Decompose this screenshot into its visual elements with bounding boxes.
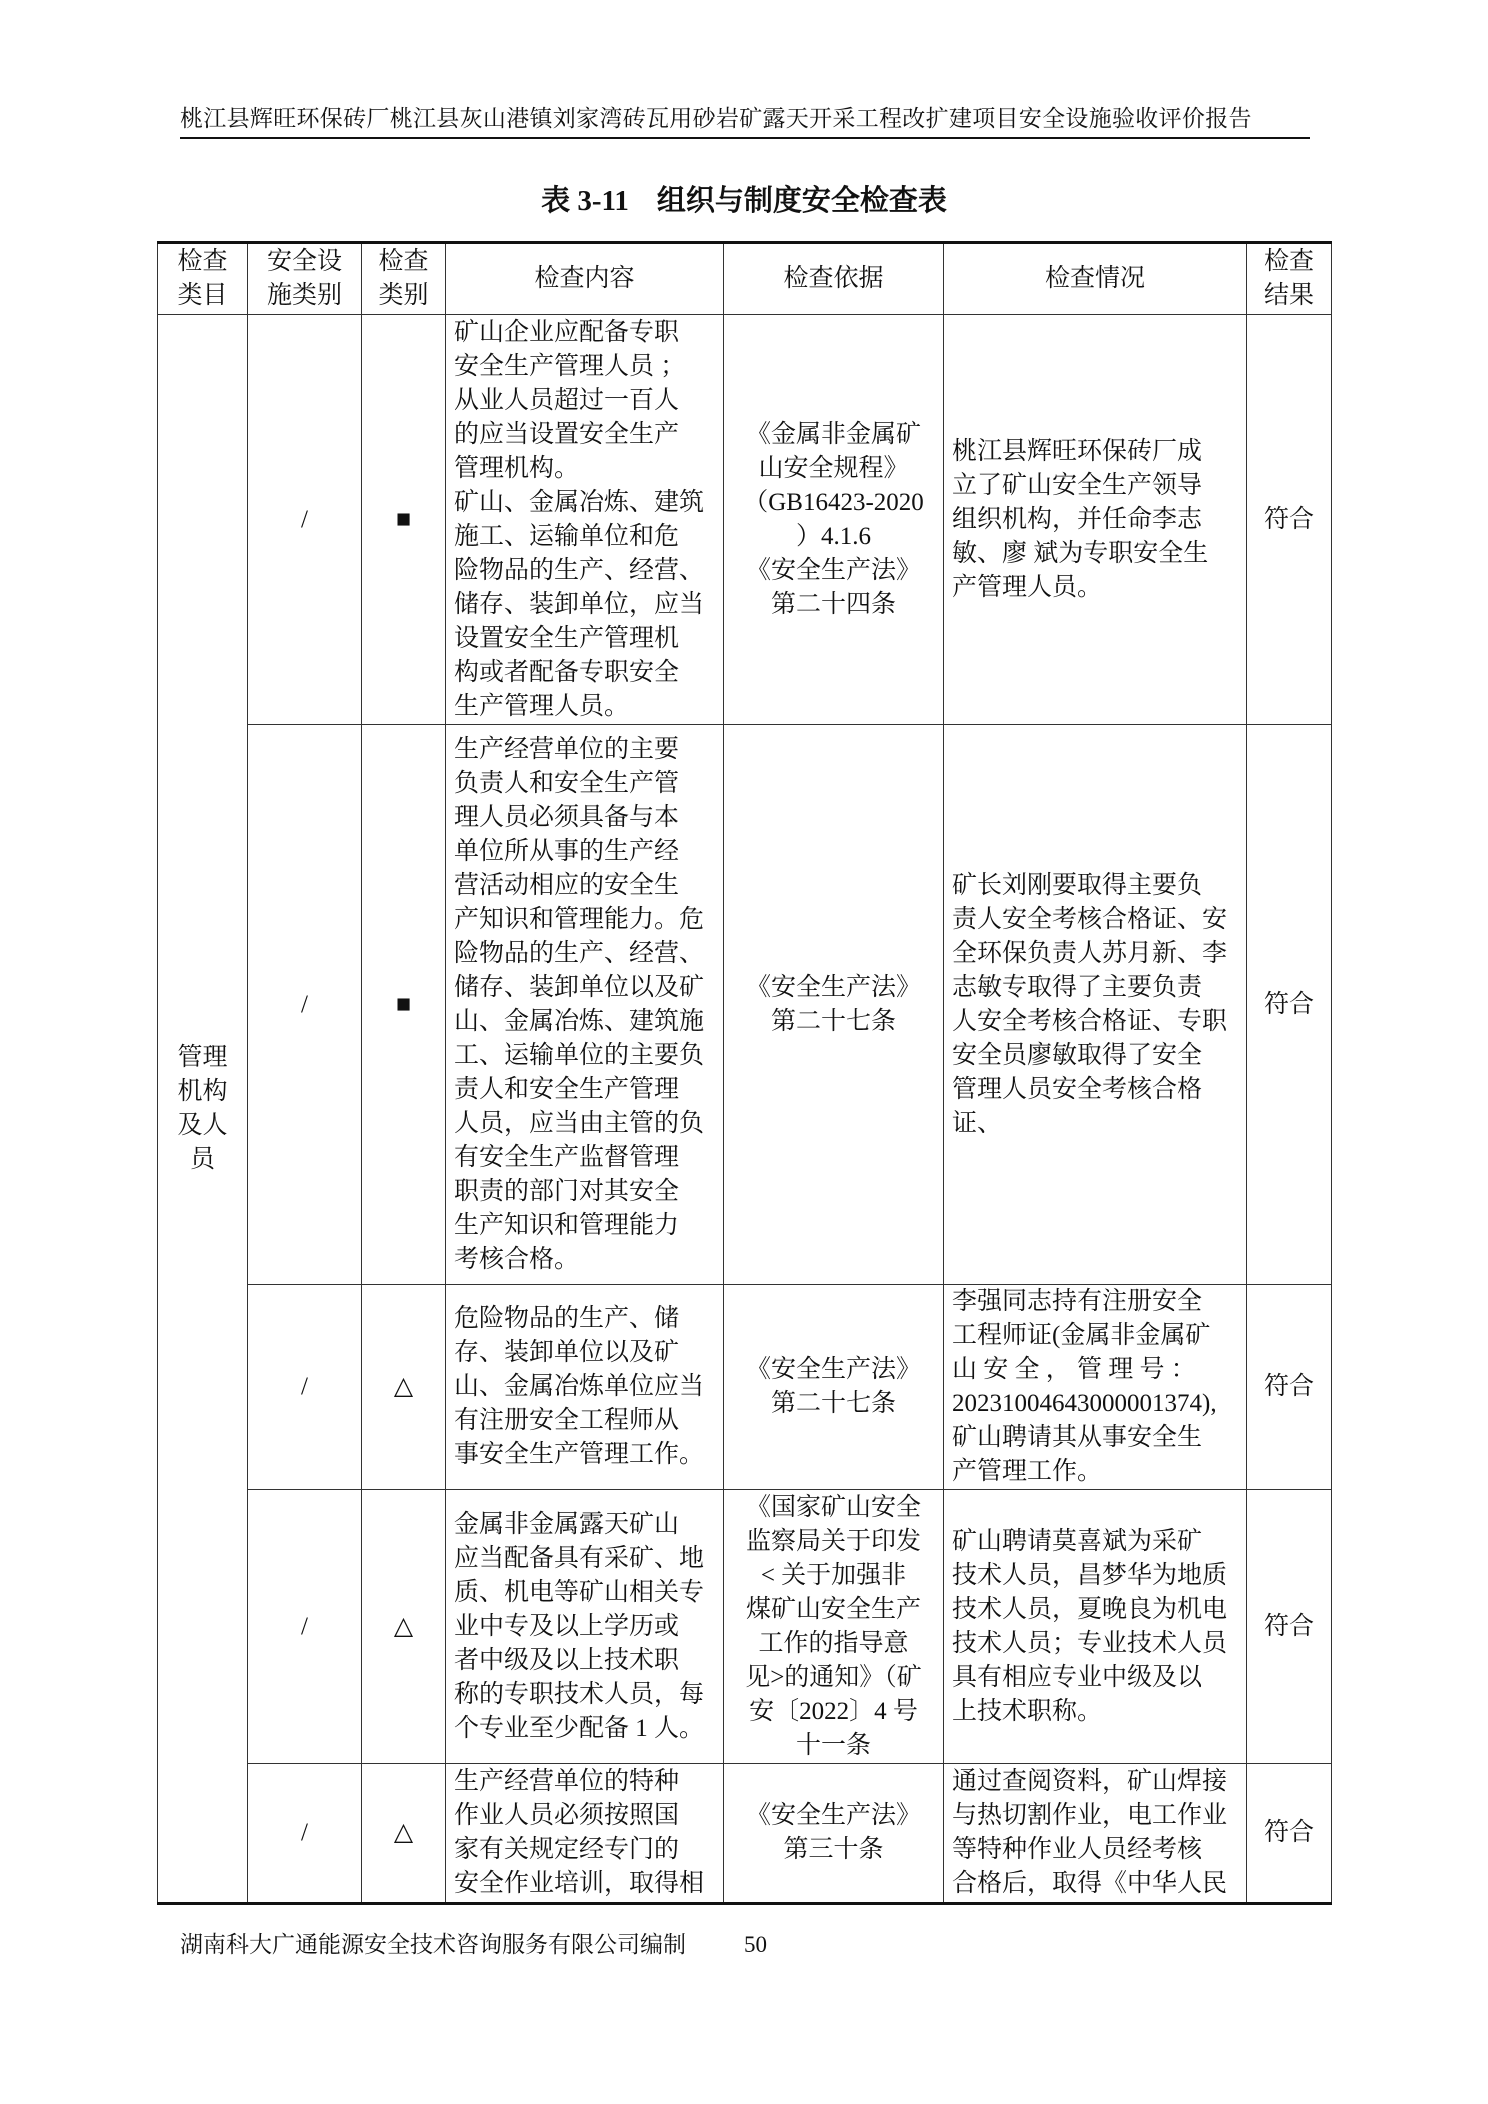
situation-line: 立了矿山安全生产领导 bbox=[952, 471, 1203, 499]
situation-line: 李强同志持有注册安全 bbox=[952, 1288, 1203, 1315]
basis-line: 山安全规程》 bbox=[758, 454, 909, 482]
basis-line: < 关于加强非 bbox=[760, 1561, 907, 1589]
basis-line: （GB16423-2020 bbox=[743, 488, 924, 516]
check-basis-cell bbox=[724, 1490, 944, 1764]
check-situation-cell bbox=[944, 725, 1247, 1285]
column-header-check-situation bbox=[944, 243, 1247, 315]
basis-line: 《安全生产法》 bbox=[745, 1356, 921, 1383]
filled-square-icon: ■ bbox=[395, 990, 412, 1018]
content-line: 山、金属冶炼单位应当 bbox=[454, 1373, 705, 1400]
column-header-check-basis bbox=[724, 243, 944, 315]
situation-line: 桃江县辉旺环保砖厂成 bbox=[952, 437, 1203, 465]
content-line: 山、金属冶炼、建筑施 bbox=[454, 1007, 705, 1035]
check-type-cell bbox=[362, 725, 446, 1285]
situation-line: 合格后，取得《中华人民 bbox=[952, 1870, 1228, 1897]
check-result-cell: 符合 bbox=[1247, 1285, 1332, 1490]
content-line: 产知识和管理能力。危 bbox=[454, 905, 705, 933]
content-line: 生产经营单位的主要 bbox=[454, 735, 680, 763]
situation-line: 管理人员安全考核合格 bbox=[952, 1075, 1203, 1103]
filled-square-icon: ■ bbox=[395, 505, 412, 533]
content-line: 安全生产管理人员 ； bbox=[454, 352, 686, 380]
column-header-line: 类目 bbox=[177, 282, 228, 309]
basis-line: 第二十四条 bbox=[770, 590, 896, 618]
check-type-cell bbox=[362, 1490, 446, 1764]
table-row bbox=[158, 1764, 1332, 1904]
check-content-cell bbox=[446, 315, 724, 725]
situation-line: 矿山聘请其从事安全生 bbox=[952, 1424, 1203, 1451]
situation-line: 矿长刘刚要取得主要负 bbox=[952, 871, 1203, 899]
content-line: 构或者配备专职安全 bbox=[454, 658, 680, 686]
content-line: 工、运输单位的主要负 bbox=[454, 1041, 705, 1069]
column-header-line: 结果 bbox=[1263, 282, 1314, 309]
basis-line: 煤矿山安全生产 bbox=[745, 1595, 921, 1623]
basis-line: 十一条 bbox=[795, 1731, 871, 1759]
column-header-line: 检查 bbox=[378, 248, 429, 275]
category-line: 管理 bbox=[177, 1043, 228, 1071]
column-header-category bbox=[158, 243, 248, 315]
check-result-cell: 符合 bbox=[1247, 315, 1332, 725]
page-number: 50 bbox=[744, 1932, 767, 1957]
column-header-line: 类别 bbox=[378, 282, 429, 309]
basis-line: 见>的通知》（矿 bbox=[745, 1663, 922, 1691]
content-line: 人员，应当由主管的负 bbox=[454, 1109, 705, 1137]
situation-line: 上技术职称。 bbox=[952, 1697, 1103, 1725]
triangle-icon: △ bbox=[393, 1373, 414, 1400]
column-header-line: 检查 bbox=[177, 248, 228, 275]
content-line: 有安全生产监督管理 bbox=[454, 1143, 680, 1171]
content-line: 的应当设置安全生产 bbox=[454, 420, 680, 448]
content-line: 作业人员必须按照国 bbox=[454, 1802, 680, 1829]
content-line: 质、机电等矿山相关专 bbox=[454, 1578, 705, 1606]
check-content-cell bbox=[446, 1764, 724, 1904]
situation-line: 敏、廖 斌为专职安全生 bbox=[952, 539, 1209, 567]
facility-type-cell: / bbox=[248, 315, 362, 725]
facility-type-cell: / bbox=[248, 1764, 362, 1904]
basis-line: 第二十七条 bbox=[770, 1390, 896, 1417]
content-line: 称的专职技术人员，每 bbox=[454, 1680, 705, 1708]
check-type-cell bbox=[362, 1764, 446, 1904]
column-header-line: 检查依据 bbox=[783, 265, 884, 292]
basis-line: 《安全生产法》 bbox=[745, 556, 921, 584]
situation-line: 通过查阅资料，矿山焊接 bbox=[952, 1768, 1228, 1795]
table-row bbox=[158, 315, 1332, 725]
situation-line: 山 安 全 ， 管 理 号 ： bbox=[952, 1356, 1196, 1383]
table-number: 表 3-11 bbox=[541, 185, 629, 217]
facility-type-cell: / bbox=[248, 725, 362, 1285]
table-row bbox=[158, 725, 1332, 1285]
check-content-cell bbox=[446, 725, 724, 1285]
category-line: 员 bbox=[189, 1145, 215, 1173]
situation-line: 技术人员，昌梦华为地质 bbox=[952, 1561, 1228, 1589]
column-header-line: 安全设 bbox=[266, 248, 342, 275]
situation-line: 技术人员，夏晚良为机电 bbox=[952, 1595, 1228, 1623]
header-divider bbox=[180, 137, 1310, 139]
situation-line: 与热切割作业，电工作业 bbox=[952, 1802, 1228, 1829]
situation-line: 责人安全考核合格证、安 bbox=[952, 905, 1228, 933]
footer-publisher: 湖南科大广通能源安全技术咨询服务有限公司编制 bbox=[180, 1932, 686, 1957]
column-header-facility-type bbox=[248, 243, 362, 315]
facility-type-cell: / bbox=[248, 1490, 362, 1764]
situation-line: 组织机构，并任命李志 bbox=[952, 505, 1203, 533]
situation-line: 20231004643000001374), bbox=[952, 1390, 1217, 1417]
content-line: 储存、装卸单位以及矿 bbox=[454, 973, 705, 1001]
page-footer bbox=[180, 1926, 767, 1959]
content-line: 生产知识和管理能力 bbox=[454, 1211, 680, 1239]
content-line: 设置安全生产管理机 bbox=[454, 624, 680, 652]
check-situation-cell bbox=[944, 315, 1247, 725]
content-line: 应当配备具有采矿、地 bbox=[454, 1544, 705, 1572]
category-line: 机构 bbox=[177, 1077, 228, 1105]
column-header-check-content bbox=[446, 243, 724, 315]
situation-line: 证、 bbox=[952, 1109, 1003, 1137]
situation-line: 等特种作业人员经考核 bbox=[952, 1836, 1203, 1863]
content-line: 储存、装卸单位，应当 bbox=[454, 590, 705, 618]
content-line: 个专业至少配备 1 人。 bbox=[454, 1714, 705, 1742]
basis-line: 《金属非金属矿 bbox=[745, 420, 921, 448]
table-row bbox=[158, 1490, 1332, 1764]
content-line: 存、装卸单位以及矿 bbox=[454, 1339, 680, 1366]
basis-line: 《安全生产法》 bbox=[745, 973, 921, 1001]
basis-line: 安〔2022〕4 号 bbox=[749, 1697, 918, 1725]
basis-line: 第三十条 bbox=[783, 1836, 884, 1863]
content-line: 从业人员超过一百人 bbox=[454, 386, 680, 414]
content-line: 考核合格。 bbox=[454, 1245, 580, 1273]
page-header: 桃江县辉旺环保砖厂桃江县灰山港镇刘家湾砖瓦用砂岩矿露天开采工程改扩建项目安全设施验收评价报告 bbox=[180, 106, 1252, 131]
basis-line: 工作的指导意 bbox=[758, 1629, 909, 1657]
content-line: 安全作业培训，取得相 bbox=[454, 1870, 705, 1897]
check-content-cell bbox=[446, 1490, 724, 1764]
column-header-line: 施类别 bbox=[266, 282, 342, 309]
content-line: 险物品的生产、经营、 bbox=[454, 939, 705, 967]
basis-line: 《国家矿山安全 bbox=[745, 1493, 921, 1521]
content-line: 业中专及以上学历或 bbox=[454, 1612, 680, 1640]
check-result-cell: 符合 bbox=[1247, 1490, 1332, 1764]
situation-line: 产管理人员。 bbox=[952, 573, 1103, 601]
triangle-icon: △ bbox=[393, 1819, 414, 1846]
content-line: 职责的部门对其安全 bbox=[454, 1177, 680, 1205]
content-line: 单位所从事的生产经 bbox=[454, 837, 680, 865]
check-basis-cell bbox=[724, 725, 944, 1285]
content-line: 管理机构。 bbox=[454, 454, 580, 482]
check-result-cell: 符合 bbox=[1247, 1764, 1332, 1904]
check-situation-cell bbox=[944, 1764, 1247, 1904]
situation-line: 志敏专取得了主要负责 bbox=[952, 973, 1203, 1001]
inspection-table bbox=[157, 241, 1332, 1905]
situation-line: 全环保负责人苏月新、李 bbox=[952, 939, 1228, 967]
content-line: 金属非金属露天矿山 bbox=[454, 1510, 680, 1538]
content-line: 责人和安全生产管理 bbox=[454, 1075, 680, 1103]
column-header-check-result bbox=[1247, 243, 1332, 315]
check-type-cell bbox=[362, 315, 446, 725]
basis-line: 《安全生产法》 bbox=[745, 1802, 921, 1829]
situation-line: 人安全考核合格证、专职 bbox=[952, 1007, 1228, 1035]
content-line: 家有关规定经专门的 bbox=[454, 1836, 680, 1863]
column-header-line: 检查情况 bbox=[1044, 265, 1145, 292]
situation-line: 具有相应专业中级及以 bbox=[952, 1663, 1203, 1691]
column-header-line: 检查内容 bbox=[534, 265, 635, 292]
category-line: 及人 bbox=[177, 1111, 228, 1139]
check-content-cell bbox=[446, 1285, 724, 1490]
basis-line: 监察局关于印发 bbox=[745, 1527, 921, 1555]
check-type-cell bbox=[362, 1285, 446, 1490]
content-line: 生产管理人员。 bbox=[454, 692, 630, 720]
content-line: 理人员必须具备与本 bbox=[454, 803, 680, 831]
content-line: 险物品的生产、经营、 bbox=[454, 556, 705, 584]
facility-type-cell: / bbox=[248, 1285, 362, 1490]
table-row bbox=[158, 1285, 1332, 1490]
check-basis-cell bbox=[724, 1285, 944, 1490]
content-line: 负责人和安全生产管 bbox=[454, 769, 680, 797]
table-header-row bbox=[158, 243, 1332, 315]
content-line: 危险物品的生产、储 bbox=[454, 1305, 680, 1332]
content-line: 矿山企业应配备专职 bbox=[454, 318, 680, 346]
check-situation-cell bbox=[944, 1285, 1247, 1490]
content-line: 者中级及以上技术职 bbox=[454, 1646, 680, 1674]
content-line: 营活动相应的安全生 bbox=[454, 871, 680, 899]
category-cell bbox=[158, 315, 248, 1904]
table-name: 组织与制度安全检查表 bbox=[656, 185, 947, 217]
situation-line: 矿山聘请莫喜斌为采矿 bbox=[952, 1527, 1203, 1555]
triangle-icon: △ bbox=[393, 1612, 414, 1640]
content-line: 施工、运输单位和危 bbox=[454, 522, 680, 550]
situation-line: 技术人员；专业技术人员 bbox=[952, 1629, 1228, 1657]
content-line: 有注册安全工程师从 bbox=[454, 1407, 680, 1434]
content-line: 事安全生产管理工作。 bbox=[454, 1441, 705, 1468]
situation-line: 产管理工作。 bbox=[952, 1458, 1103, 1485]
check-situation-cell bbox=[944, 1490, 1247, 1764]
check-result-cell: 符合 bbox=[1247, 725, 1332, 1285]
content-line: 生产经营单位的特种 bbox=[454, 1768, 680, 1795]
column-header-check-type bbox=[362, 243, 446, 315]
column-header-line: 检查 bbox=[1263, 248, 1314, 275]
check-basis-cell bbox=[724, 315, 944, 725]
basis-line: ）4.1.6 bbox=[795, 522, 871, 550]
situation-line: 安全员廖敏取得了安全 bbox=[952, 1041, 1203, 1069]
check-basis-cell bbox=[724, 1764, 944, 1904]
content-line: 矿山、金属冶炼、建筑 bbox=[454, 488, 705, 516]
table-title bbox=[0, 178, 1488, 219]
situation-line: 工程师证(金属非金属矿 bbox=[952, 1322, 1211, 1349]
basis-line: 第二十七条 bbox=[770, 1007, 896, 1035]
